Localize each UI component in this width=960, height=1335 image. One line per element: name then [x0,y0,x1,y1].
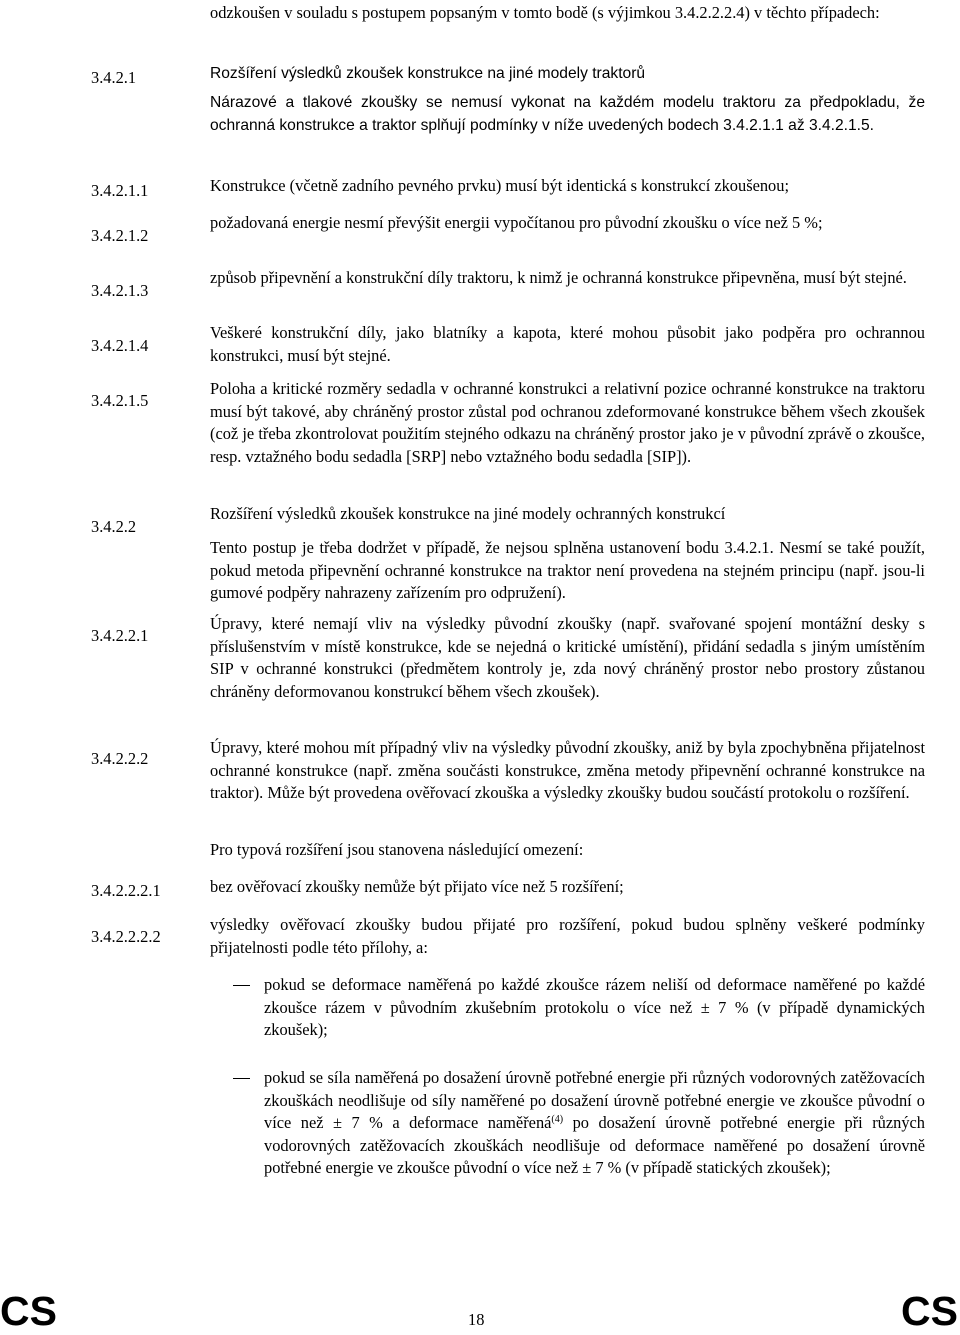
section-heading-3-4-2-1: Rozšíření výsledků zkoušek konstrukce na jiné modely traktorů [210,65,646,82]
footer-language-right: CS [901,1288,958,1334]
section-number-3-4-2-2-1: 3.4.2.2.1 [91,626,149,645]
section-number-3-4-2-2: 3.4.2.2 [91,517,137,536]
section-body-3-4-2-2: Tento postup je třeba dodržet v případě, že nejsou splněna ustanovení bodu 3.4.2.1. Nesmí se také použít, pokud metoda připevnění ochranné konstrukce na traktor není provedena na stejném principu (např. jsou-li gumové podpěry nahrazeny zařízením pro odpružení). [210,538,925,602]
dash-bullet-icon [233,985,250,986]
bullet-text-part: pokud se síla naměřená po dosažení úrovně potřebné energie při různých vodorovných zatěžovacích zkouškách neodlišuje od síly naměřené po dosažení úrovně potřebné energie ve zkoušce původní o více než ± 7 % a deformace naměřená [264,1068,925,1132]
section-number-3-4-2-2-2-1: 3.4.2.2.2.1 [91,881,161,900]
paragraph-3-4-2-1-2: požadovaná energie nesmí převýšit energii vypočítanou pro původní zkoušku o více než 5 %; [210,213,823,232]
paragraph-3-4-2-1-1: Konstrukce (včetně zadního pevného prvku) musí být identická s konstrukcí zkoušenou; [210,176,789,195]
section-body-3-4-2-1: Nárazové a tlakové zkoušky se nemusí vykonat na každém modelu traktoru za předpokladu, že ochranná konstrukce a traktor splňují podmínky v níže uvedených bodech 3.4.2.1.1 až 3.4.2.1.5. [210,94,925,134]
intro-paragraph: odzkoušen v souladu s postupem popsaným v tomto bodě (s výjimkou 3.4.2.2.2.4) v těchto případech: [210,3,880,22]
page-number: 18 [468,1310,485,1329]
section-number-3-4-2-1: 3.4.2.1 [91,68,137,87]
section-heading-3-4-2-2: Rozšíření výsledků zkoušek konstrukce na jiné modely ochranných konstrukcí [210,504,726,523]
paragraph-3-4-2-2-1: Úpravy, které nemají vliv na výsledky původní zkoušky (např. svařované spojení montážní desky s příslušenstvím v místě konstrukce, kde se nejedná o kritické umístění), přidání sedadla s jiným umístěním SIP v ochranné konstrukci (předmětem kontroly je, zda nový chráněný prostor nebo prostory zůstanou chráněny deformovanou konstrukcí během všech zkoušek). [210,614,925,701]
paragraph-3-4-2-1-5: Poloha a kritické rozměry sedadla v ochranné konstrukci a relativní pozice ochranné konstrukce na traktoru musí být takové, aby chráněný prostor zůstal pod ochranou zdeformované konstrukce během všech zkoušek (což je třeba zkontrolovat použitím stejného odkazu na chráněný prostor jako je v původní zprávě o zkoušce, resp. vztažného bodu sedadla [SRP] nebo vztažného bodu sedadla [SIP]). [210,379,925,466]
section-number-3-4-2-2-2-2: 3.4.2.2.2.2 [91,927,161,946]
footer-language-left: CS [0,1288,57,1334]
section-number-3-4-2-1-2: 3.4.2.1.2 [91,226,149,245]
bullet-text: pokud se deformace naměřená po každé zkoušce rázem neliší od deformace naměřené po každé zkoušce rázem v původním zkušebním protokolu o více než ± 7 % (v případě dynamických zkoušek); [264,975,925,1039]
bullet-text-part: po dosažení úrovně potřebné energie při různých vodorovných zatěžovacích zkouškách neodlišuje od deformace naměřené po dosažení úrovně potřebné energie ve zkoušce původní o více než ± 7 % (v případě statických zkoušek); [264,1113,926,1177]
paragraph-3-4-2-1-3: způsob připevnění a konstrukční díly traktoru, k nimž je ochranná konstrukce připevněna, musí být stejné. [210,268,907,287]
bullet-text [264,1067,925,1180]
footnote-reference[interactable]: (4) [551,1114,564,1125]
paragraph-3-4-2-2-2-2: výsledky ověřovací zkoušky budou přijaté pro rozšíření, pokud budou splněny veškeré podmínky přijatelnosti podle této přílohy, a: [210,915,925,957]
section-number-3-4-2-1-4: 3.4.2.1.4 [91,336,149,355]
limits-intro: Pro typová rozšíření jsou stanovena následující omezení: [210,840,584,859]
paragraph-3-4-2-2-2-1: bez ověřovací zkoušky nemůže být přijato více než 5 rozšíření; [210,877,624,896]
section-number-3-4-2-1-1: 3.4.2.1.1 [91,181,149,200]
section-number-3-4-2-2-2: 3.4.2.2.2 [91,749,149,768]
paragraph-3-4-2-1-4: Veškeré konstrukční díly, jako blatníky a kapota, které mohou působit jako podpěra pro ochrannou konstrukci, musí být stejné. [210,323,925,365]
section-number-3-4-2-1-3: 3.4.2.1.3 [91,281,149,300]
paragraph-3-4-2-2-2: Úpravy, které mohou mít případný vliv na výsledky původní zkoušky, aniž by byla zpochybněna přijatelnost ochranné konstrukce (např. změna součásti konstrukce, změna metody připevnění ochranné konstrukce na traktor). Může být provedena ověřovací zkouška a výsledky zkoušky budou součástí protokolu o rozšíření. [210,738,925,802]
section-number-3-4-2-1-5: 3.4.2.1.5 [91,391,149,410]
dash-bullet-icon [233,1078,250,1079]
